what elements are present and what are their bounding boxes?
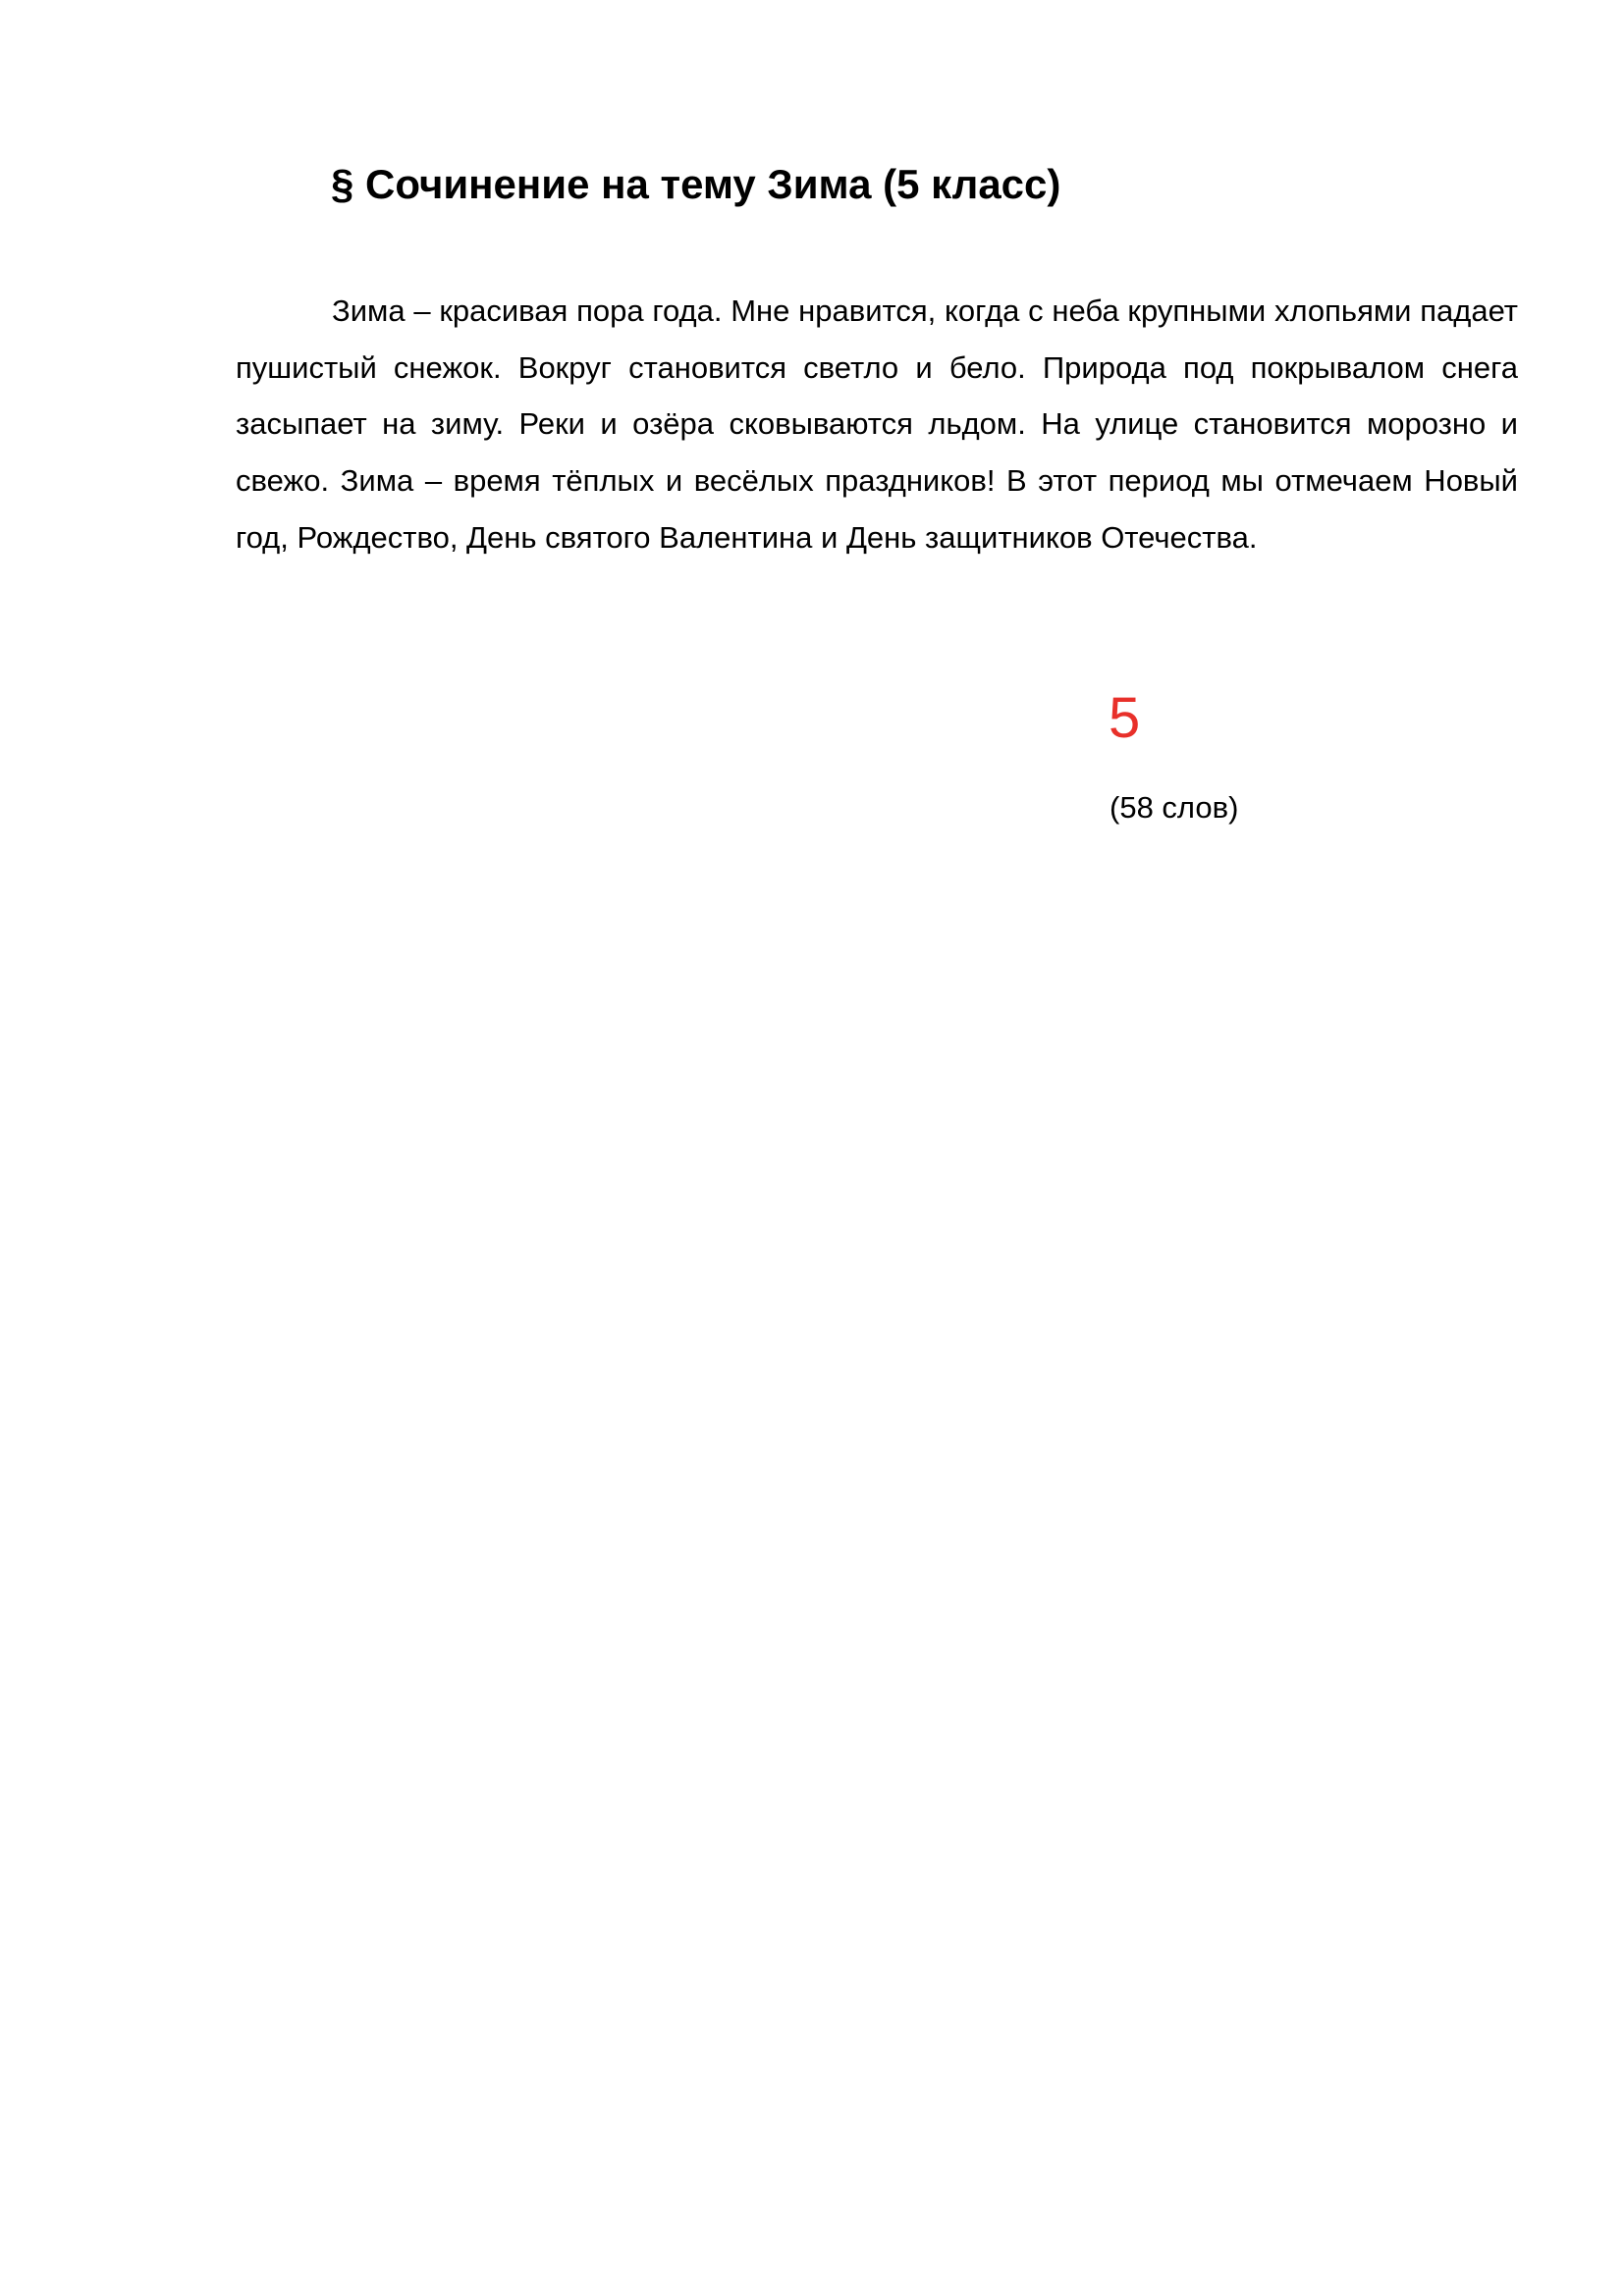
grade-mark: 5 [1109, 686, 1141, 750]
essay-paragraph: Зима – красивая пора года. Мне нравится, когда с неба крупными хлопьями падает пушистый снежок. Вокруг становится светло и бело. Природа под покрывалом снега засыпает на зиму. Реки и озёра сковываются льдом. На улице становится морозно и свежо. Зима – время тёплых и весёлых праздников! В этот период мы отмечаем Новый год, Рождество, День святого Валентина и День защитников Отечества. [236, 294, 1518, 555]
word-count: (58 слов) [1110, 790, 1239, 825]
essay-title: § Сочинение на тему Зима (5 класс) [331, 161, 1061, 207]
